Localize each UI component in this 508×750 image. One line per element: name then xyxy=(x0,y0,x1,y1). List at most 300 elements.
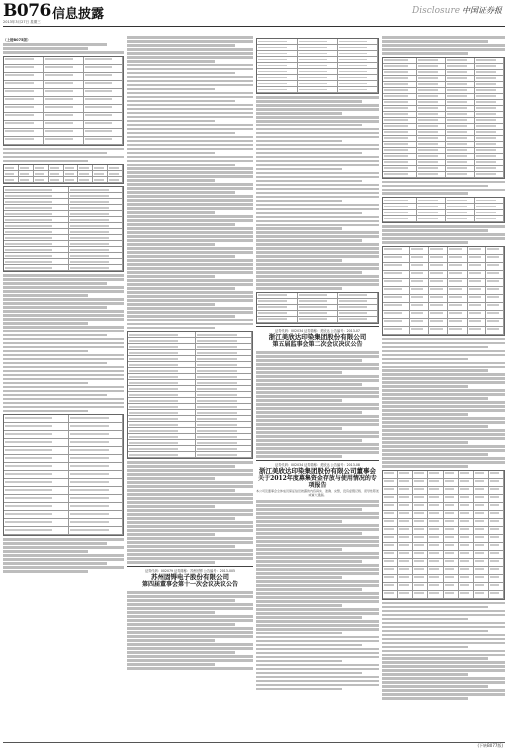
text-line xyxy=(256,620,379,623)
text-line xyxy=(3,282,107,285)
announcement-headline: 第五届监事会第二次会议决议公告 xyxy=(272,341,363,349)
text-line xyxy=(3,546,124,549)
text-line xyxy=(127,128,253,131)
text-line xyxy=(256,132,379,135)
text-line xyxy=(256,227,342,230)
text-line xyxy=(256,632,342,635)
text-line xyxy=(127,319,253,322)
text-line xyxy=(256,568,379,571)
text-line xyxy=(127,497,253,500)
text-line xyxy=(127,60,215,63)
text-line xyxy=(127,136,253,139)
text-line xyxy=(256,112,342,115)
text-line xyxy=(127,191,235,194)
text-line xyxy=(127,148,253,151)
text-line xyxy=(382,185,488,188)
text-line xyxy=(382,225,505,228)
text-line xyxy=(382,342,505,345)
text-line xyxy=(127,307,253,310)
text-line xyxy=(127,152,215,155)
text-line xyxy=(256,367,379,370)
text-line xyxy=(382,661,505,664)
text-line xyxy=(127,100,235,103)
text-line xyxy=(127,40,253,43)
text-line xyxy=(256,556,379,559)
text-line xyxy=(3,160,88,163)
text-line xyxy=(127,92,253,95)
text-line xyxy=(256,664,379,667)
text-line xyxy=(256,600,379,603)
text-line xyxy=(127,187,253,190)
text-line xyxy=(3,152,107,155)
text-line xyxy=(382,449,505,452)
text-line xyxy=(256,576,342,579)
text-line xyxy=(127,36,253,39)
text-line xyxy=(3,370,124,373)
text-line xyxy=(382,385,468,388)
text-line xyxy=(256,235,379,238)
text-line xyxy=(3,542,107,545)
text-line xyxy=(127,271,253,274)
text-line xyxy=(256,648,379,651)
text-line xyxy=(256,435,379,438)
text-line xyxy=(3,302,124,305)
text-line xyxy=(3,350,88,353)
text-line xyxy=(3,322,88,325)
text-line xyxy=(256,275,379,278)
text-line xyxy=(256,208,379,211)
text-line xyxy=(3,410,88,413)
text-line xyxy=(256,263,379,266)
text-line xyxy=(256,443,379,446)
text-line xyxy=(382,642,505,645)
text-line xyxy=(127,323,253,326)
text-line xyxy=(382,437,505,440)
text-line xyxy=(3,378,124,381)
text-line xyxy=(3,274,124,277)
text-line xyxy=(127,132,235,135)
text-line xyxy=(3,402,124,405)
text-line xyxy=(127,295,253,298)
text-line xyxy=(127,283,253,286)
announcement-company: 苏州固锝电子股份有限公司 xyxy=(151,573,229,582)
text-line xyxy=(256,283,379,286)
text-line xyxy=(3,338,124,341)
text-line xyxy=(127,655,253,658)
text-line xyxy=(3,306,107,309)
text-line xyxy=(382,689,505,692)
text-line xyxy=(382,373,505,376)
text-line xyxy=(256,624,379,627)
text-line xyxy=(382,48,505,51)
text-line xyxy=(382,237,505,240)
text-line xyxy=(127,116,253,119)
text-line xyxy=(256,399,342,402)
text-line xyxy=(127,96,253,99)
text-line xyxy=(3,566,124,569)
text-line xyxy=(127,76,253,79)
text-line xyxy=(3,342,124,345)
announcement-note: 本公司及董事会全体成员保证信息披露的内容真实、准确、完整，没有虚假记载、误导性陈述或重大遗漏。 xyxy=(256,489,379,497)
text-line xyxy=(3,326,124,329)
text-line xyxy=(127,227,253,230)
text-line xyxy=(256,544,379,547)
text-line xyxy=(3,362,107,365)
text-line xyxy=(382,36,505,39)
text-line xyxy=(127,144,253,147)
text-line xyxy=(127,52,253,55)
text-line xyxy=(256,616,362,619)
text-line xyxy=(127,521,253,524)
text-line xyxy=(382,381,505,384)
text-line xyxy=(256,604,342,607)
text-line xyxy=(256,572,379,575)
text-line xyxy=(127,493,253,496)
text-line xyxy=(127,84,253,87)
text-line xyxy=(256,164,379,167)
text-line xyxy=(256,608,379,611)
text-line xyxy=(127,235,253,238)
text-line xyxy=(127,207,253,210)
text-line xyxy=(127,199,253,202)
text-line xyxy=(256,516,379,519)
text-line xyxy=(127,255,235,258)
text-line xyxy=(3,334,107,337)
text-line xyxy=(127,481,253,484)
brand-logo: 中国证券报 xyxy=(462,6,502,15)
text-line xyxy=(3,148,124,151)
text-line xyxy=(256,172,379,175)
text-line xyxy=(256,447,379,450)
text-line xyxy=(3,354,124,357)
text-line xyxy=(127,279,253,282)
text-line xyxy=(256,184,379,187)
text-line xyxy=(256,96,379,99)
text-line xyxy=(256,451,379,454)
text-line xyxy=(256,524,379,527)
text-line xyxy=(127,473,253,476)
text-line xyxy=(382,369,488,372)
text-line xyxy=(3,374,124,377)
page-header xyxy=(0,0,508,28)
text-line xyxy=(256,500,379,503)
text-line xyxy=(256,644,362,647)
text-line xyxy=(127,505,215,508)
text-line xyxy=(3,318,124,321)
text-line xyxy=(382,354,505,357)
text-line xyxy=(256,684,379,687)
text-line xyxy=(256,156,379,159)
text-line xyxy=(256,672,362,675)
text-line xyxy=(382,52,468,55)
announcement-company: 浙江美欣达印染集团股份有限公司董事会 xyxy=(259,467,376,476)
text-line xyxy=(127,195,253,198)
text-line xyxy=(127,80,253,83)
text-line xyxy=(127,501,253,504)
text-line xyxy=(382,673,468,676)
text-line xyxy=(256,660,342,663)
text-line xyxy=(3,394,107,397)
text-line xyxy=(382,189,505,192)
text-line xyxy=(382,610,505,613)
text-line xyxy=(256,231,379,234)
text-line xyxy=(127,72,235,75)
text-line xyxy=(382,229,488,232)
text-line xyxy=(127,88,215,91)
text-line xyxy=(256,640,379,643)
text-line xyxy=(256,287,342,290)
text-line xyxy=(127,247,253,250)
text-line xyxy=(256,247,379,250)
text-line xyxy=(127,315,235,318)
text-line xyxy=(3,278,124,281)
text-line xyxy=(256,419,379,422)
text-line xyxy=(256,455,342,458)
text-line xyxy=(256,239,362,242)
text-line xyxy=(382,181,505,184)
text-line xyxy=(3,390,124,393)
text-line xyxy=(382,338,505,341)
text-line xyxy=(256,375,379,378)
text-line xyxy=(382,44,505,47)
text-line xyxy=(382,358,468,361)
text-line xyxy=(3,286,124,289)
text-line xyxy=(256,564,379,567)
text-line xyxy=(127,231,253,234)
text-line xyxy=(256,431,379,434)
text-line xyxy=(382,669,505,672)
text-line xyxy=(127,263,253,266)
text-line xyxy=(3,330,124,333)
text-line xyxy=(382,40,488,43)
text-line xyxy=(382,350,505,353)
text-line xyxy=(256,656,379,659)
divider xyxy=(256,326,379,327)
text-line xyxy=(256,528,379,531)
text-line xyxy=(127,595,253,598)
text-line xyxy=(127,68,253,71)
text-line xyxy=(256,532,362,535)
continued-note: (下转B077版) xyxy=(477,743,503,748)
text-line xyxy=(256,680,379,683)
text-line xyxy=(127,108,253,111)
text-line xyxy=(256,212,362,215)
text-line xyxy=(127,160,253,163)
text-line xyxy=(3,294,88,297)
text-line xyxy=(3,382,88,385)
text-line xyxy=(382,677,505,680)
text-line xyxy=(127,533,215,536)
text-line xyxy=(127,259,253,262)
announcement-header-1 xyxy=(256,329,379,348)
text-line xyxy=(256,423,379,426)
text-line xyxy=(256,592,379,595)
text-line xyxy=(256,612,379,615)
text-line xyxy=(3,43,107,46)
text-line xyxy=(256,395,379,398)
text-line xyxy=(3,366,124,369)
text-line xyxy=(256,560,362,563)
text-line xyxy=(256,104,379,107)
announcement-company: 浙江美欣达印染集团股份有限公司 xyxy=(268,333,367,342)
text-line xyxy=(382,429,505,432)
text-line xyxy=(127,509,253,512)
text-line xyxy=(256,220,379,223)
text-line xyxy=(382,393,505,396)
text-line xyxy=(382,665,505,668)
text-line xyxy=(256,271,362,274)
divider xyxy=(127,566,253,567)
text-line xyxy=(382,413,468,416)
text-line xyxy=(3,386,124,389)
text-line xyxy=(382,622,505,625)
page-footer xyxy=(0,742,508,750)
text-line xyxy=(382,626,505,629)
text-line xyxy=(127,287,235,290)
text-line xyxy=(127,267,253,270)
text-line xyxy=(382,693,505,696)
text-line xyxy=(127,647,253,650)
text-line xyxy=(127,469,253,472)
text-line xyxy=(3,398,124,401)
text-line xyxy=(256,267,379,270)
text-line xyxy=(3,570,88,573)
text-line xyxy=(256,415,379,418)
text-line xyxy=(127,603,253,606)
text-line xyxy=(256,124,362,127)
text-line xyxy=(382,654,505,657)
text-line xyxy=(382,630,488,633)
text-line xyxy=(127,643,253,646)
text-line xyxy=(3,314,124,317)
text-line xyxy=(3,406,124,409)
text-line xyxy=(127,607,253,610)
text-line xyxy=(256,259,342,262)
text-line xyxy=(256,100,362,103)
text-line xyxy=(382,685,488,688)
text-line xyxy=(127,299,253,302)
column-4 xyxy=(382,36,505,738)
text-line xyxy=(256,411,362,414)
text-line xyxy=(127,541,253,544)
text-line xyxy=(127,461,253,464)
text-line xyxy=(256,128,379,131)
text-line xyxy=(127,529,253,532)
text-line xyxy=(127,203,253,206)
text-line xyxy=(382,453,488,456)
text-line xyxy=(382,192,468,195)
text-line xyxy=(127,631,253,634)
text-line xyxy=(127,251,253,254)
text-line xyxy=(127,489,235,492)
text-line xyxy=(127,485,253,488)
text-line xyxy=(382,366,505,369)
data-table xyxy=(382,246,505,336)
text-line xyxy=(382,417,505,420)
text-line xyxy=(127,663,215,666)
text-line xyxy=(382,465,468,468)
text-line xyxy=(382,397,488,400)
text-line xyxy=(382,362,505,365)
text-line xyxy=(256,403,379,406)
text-line xyxy=(256,188,379,191)
text-line xyxy=(3,156,124,159)
text-line xyxy=(382,401,505,404)
text-line xyxy=(127,635,253,638)
text-line xyxy=(256,116,379,119)
text-line xyxy=(256,540,379,543)
text-line xyxy=(3,290,124,293)
disclosure-word: Disclosure xyxy=(412,6,461,16)
text-line xyxy=(256,588,362,591)
text-line xyxy=(382,377,505,380)
text-line xyxy=(127,171,253,174)
text-line xyxy=(127,211,215,214)
text-line xyxy=(127,557,253,560)
text-line xyxy=(3,346,124,349)
text-line xyxy=(127,183,253,186)
text-line xyxy=(127,223,235,226)
text-line xyxy=(127,615,253,618)
text-line xyxy=(127,215,253,218)
text-line xyxy=(382,445,505,448)
text-line xyxy=(382,241,468,244)
data-table xyxy=(382,57,505,179)
text-line xyxy=(127,243,215,246)
announcement-code-line: 证券代码：002034 证券简称：美欣达 公告编号：2013-08 xyxy=(275,463,360,468)
text-line xyxy=(3,558,124,561)
data-table xyxy=(3,414,124,536)
text-line xyxy=(127,517,235,520)
text-line xyxy=(256,580,379,583)
text-line xyxy=(127,619,253,622)
text-line xyxy=(127,303,215,306)
footer-rule xyxy=(3,742,505,743)
data-table xyxy=(256,38,379,94)
column-1 xyxy=(3,36,124,738)
text-line xyxy=(382,638,505,641)
text-line xyxy=(127,291,253,294)
text-line xyxy=(256,152,362,155)
text-line xyxy=(256,136,379,139)
announcement-code-line: 证券代码：002079 证券简称：苏州固锝 公告编号：2013-005 xyxy=(144,569,236,574)
text-line xyxy=(256,192,379,195)
text-line xyxy=(382,618,468,621)
text-line xyxy=(127,553,253,556)
text-line xyxy=(127,164,235,167)
text-line xyxy=(127,513,253,516)
data-table xyxy=(3,164,124,184)
text-line xyxy=(127,56,253,59)
text-line xyxy=(127,591,253,594)
section-title: 信息披露 xyxy=(52,7,105,22)
text-line xyxy=(256,176,379,179)
column-2 xyxy=(127,36,253,738)
text-line xyxy=(256,391,379,394)
text-line xyxy=(256,279,379,282)
text-line xyxy=(3,51,124,54)
text-line xyxy=(256,168,342,171)
text-line xyxy=(256,407,379,410)
text-line xyxy=(127,44,235,47)
text-line xyxy=(127,275,215,278)
text-line xyxy=(382,233,505,236)
text-line xyxy=(127,179,215,182)
text-line xyxy=(256,688,342,691)
text-line xyxy=(382,657,488,660)
text-line xyxy=(127,239,253,242)
text-line xyxy=(127,64,253,67)
